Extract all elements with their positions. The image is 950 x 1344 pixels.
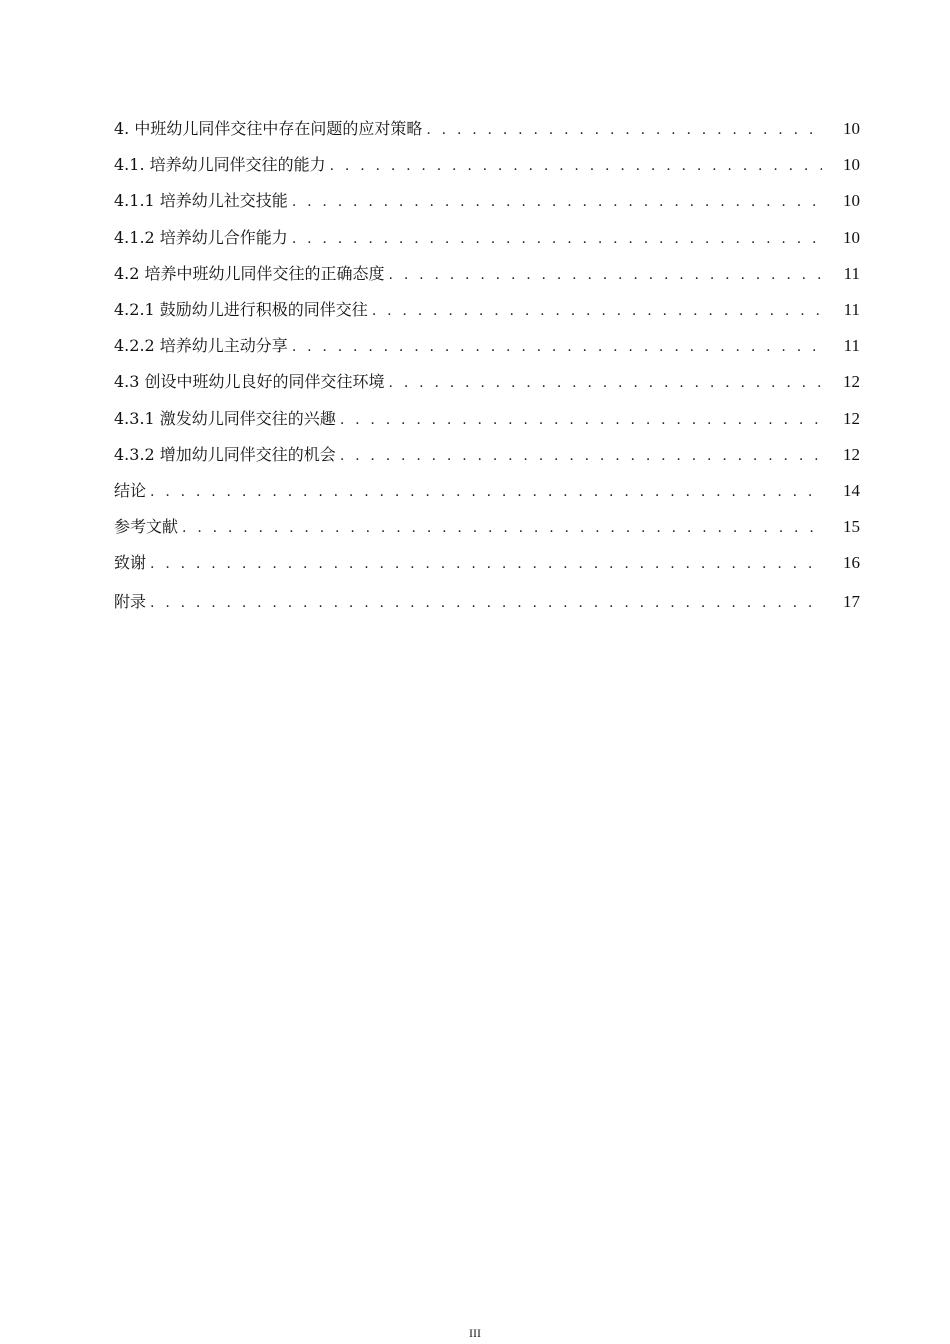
toc-entry-page: 11: [843, 299, 860, 319]
toc-dot-leader: [292, 336, 822, 358]
toc-entry[interactable]: [114, 516, 860, 552]
toc-entry[interactable]: [114, 371, 860, 407]
page-number-footer: III: [469, 1326, 481, 1340]
toc-dot-leader: [292, 228, 822, 250]
toc-entry-page: 11: [843, 336, 860, 356]
toc-entry-title: 附录: [114, 592, 147, 612]
toc-entry-title: 4.2 培养中班幼儿同伴交往的正确态度: [114, 263, 385, 283]
toc-entry-page: 12: [843, 408, 860, 428]
toc-entry-page: 14: [843, 480, 860, 500]
toc-entry-page: 17: [843, 592, 860, 612]
toc-dot-leader: [389, 264, 822, 286]
toc-entry-title: 4.3 创设中班幼儿良好的同伴交往环境: [114, 372, 385, 392]
toc-entry-page: 12: [843, 444, 860, 464]
toc-entry[interactable]: [114, 335, 860, 371]
toc-dot-leader: [150, 592, 822, 614]
toc-entry-page: 10: [843, 119, 860, 138]
toc-entry-page: 12: [843, 372, 860, 392]
toc-entry[interactable]: [114, 118, 860, 154]
toc-dot-leader: [292, 191, 822, 213]
toc-entry[interactable]: [114, 299, 860, 335]
toc-dot-leader: [150, 481, 822, 503]
toc-dot-leader: [330, 155, 822, 177]
toc-entry-title: 4.2.1 鼓励幼儿进行积极的同伴交往: [114, 299, 368, 319]
toc-dot-leader: [340, 409, 822, 431]
toc-entry[interactable]: [114, 227, 860, 263]
toc-entry[interactable]: [114, 588, 860, 631]
toc-dot-leader: [340, 445, 822, 467]
toc-entry-title: 4.3.2 增加幼儿同伴交往的机会: [114, 444, 336, 464]
toc-entry-page: 10: [843, 227, 860, 247]
toc-entry-title: 结论: [114, 480, 147, 500]
toc-dot-leader: [182, 517, 822, 539]
toc-entry-page: 15: [843, 517, 860, 537]
toc-entry-title: 4.1.1 培养幼儿社交技能: [114, 191, 288, 211]
toc-entry-page: 16: [843, 553, 860, 573]
toc-entry-title: 参考文献: [114, 517, 179, 537]
toc-entry[interactable]: [114, 190, 860, 226]
toc-entry-title: 致谢: [114, 553, 147, 573]
toc-entry[interactable]: [114, 552, 860, 588]
toc-entry-title: 4.1. 培养幼儿同伴交往的能力: [114, 155, 326, 175]
toc-entry-title: 4.2.2 培养幼儿主动分享: [114, 336, 288, 356]
toc-entry-page: 11: [843, 263, 860, 283]
toc-entry[interactable]: [114, 154, 860, 190]
toc-dot-leader: [389, 372, 822, 394]
toc-entry-page: 10: [843, 155, 860, 175]
toc-entry-title: 4. 中班幼儿同伴交往中存在问题的应对策略: [114, 119, 423, 138]
toc-dot-leader: [372, 300, 822, 322]
toc-entry[interactable]: [114, 263, 860, 299]
toc-dot-leader: [426, 119, 822, 141]
toc-entry-title: 4.1.2 培养幼儿合作能力: [114, 227, 288, 247]
toc-dot-leader: [150, 553, 822, 575]
table-of-contents: [114, 118, 860, 631]
toc-entry[interactable]: [114, 444, 860, 480]
toc-entry[interactable]: [114, 480, 860, 516]
toc-entry[interactable]: [114, 408, 860, 444]
toc-entry-page: 10: [843, 191, 860, 211]
toc-entry-title: 4.3.1 激发幼儿同伴交往的兴趣: [114, 408, 336, 428]
